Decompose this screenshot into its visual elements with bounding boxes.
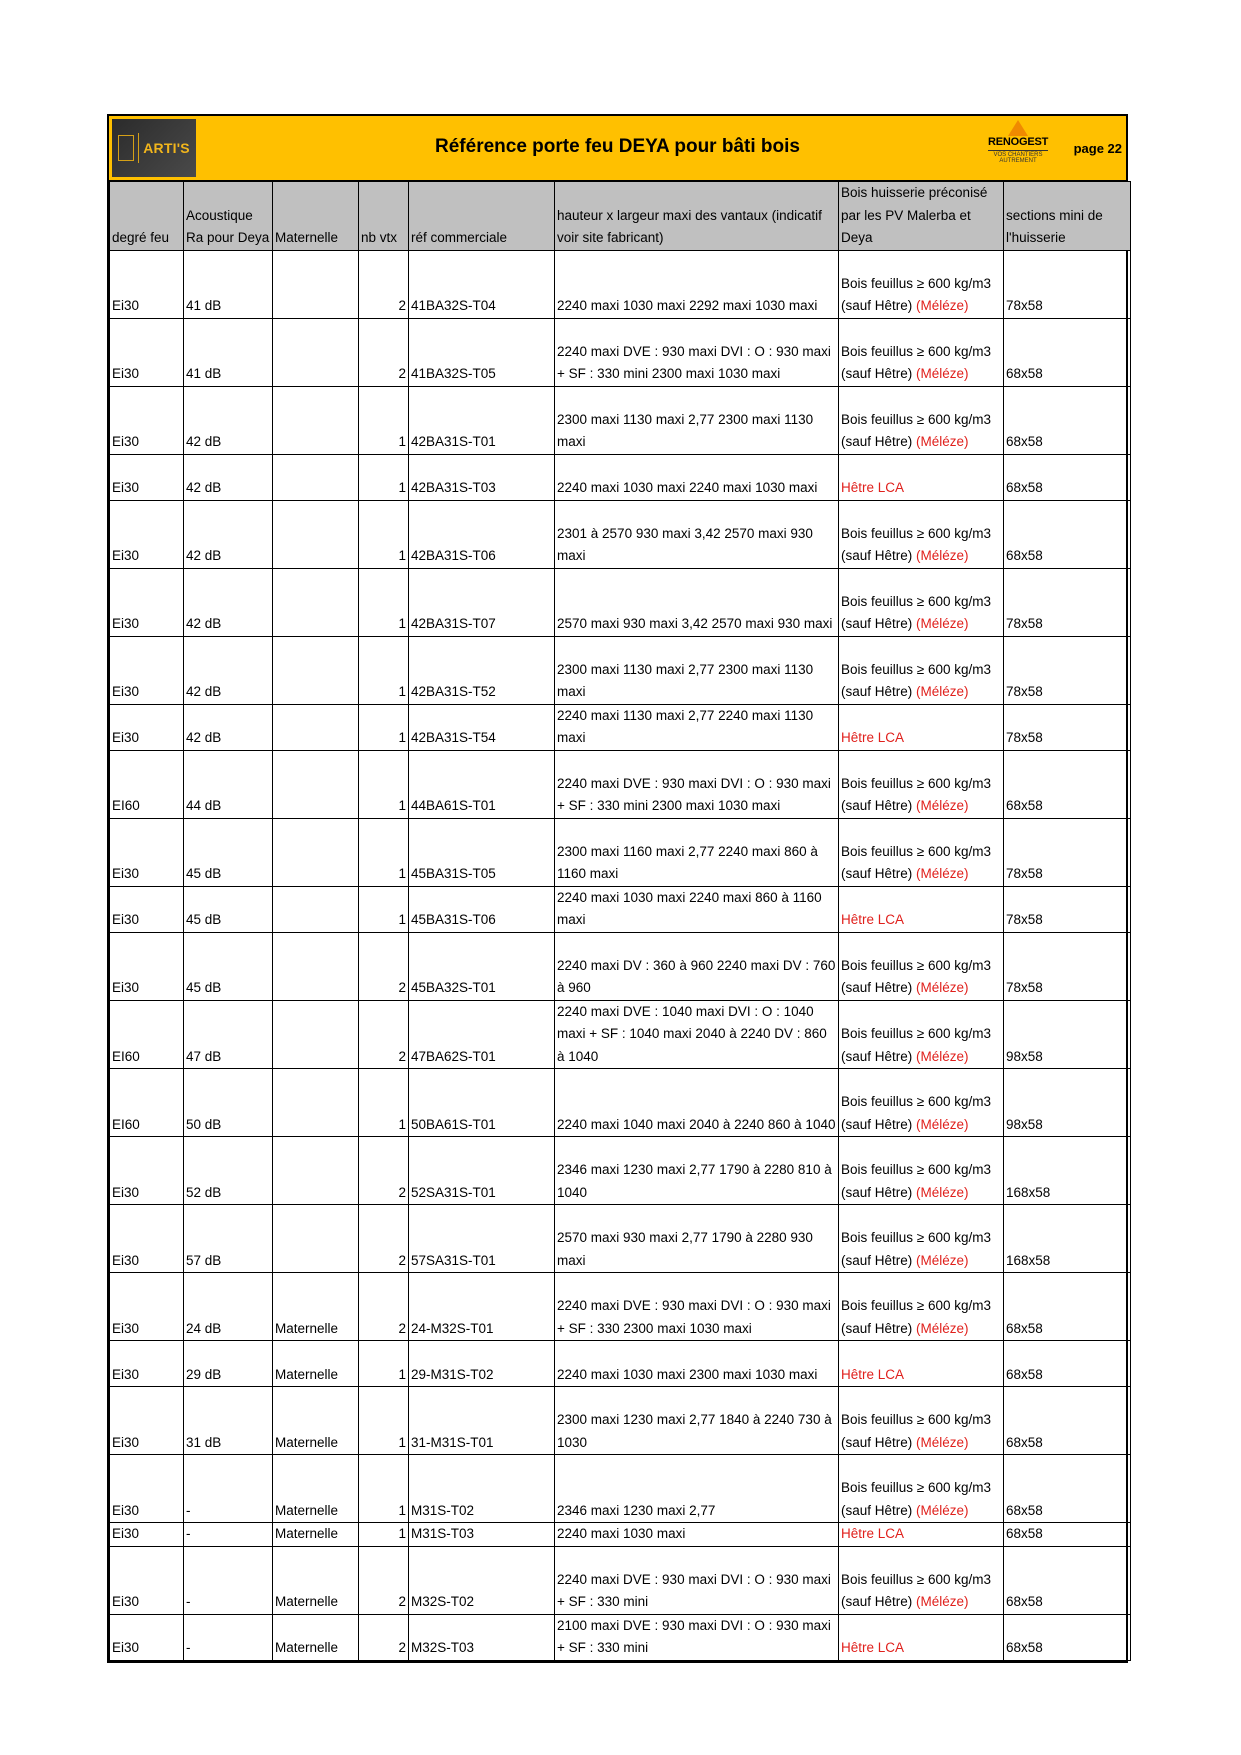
cell-ref: 52SA31S-T01	[409, 1137, 555, 1205]
cell-ref: 29-M31S-T02	[409, 1341, 555, 1387]
cell-dims: 2240 maxi 1030 maxi 2292 maxi 1030 maxi	[555, 250, 839, 318]
bois-note: (Méléze)	[916, 1434, 969, 1450]
cell-degre: Ei30	[110, 1546, 184, 1614]
cell-maternelle	[273, 500, 359, 568]
cell-nb-vtx: 2	[359, 250, 409, 318]
cell-degre: Ei30	[110, 704, 184, 750]
bois-note: (Méléze)	[916, 1252, 969, 1268]
cell-maternelle	[273, 1205, 359, 1273]
cell-ref: 50BA61S-T01	[409, 1069, 555, 1137]
cell-nb-vtx: 1	[359, 1069, 409, 1137]
cell-acoustique: 57 dB	[184, 1205, 273, 1273]
cell-maternelle	[273, 318, 359, 386]
cell-ref: 42BA31S-T07	[409, 568, 555, 636]
bois-text: Bois feuillus ≥ 600 kg/m3 (sauf Hêtre)	[841, 593, 991, 631]
cell-maternelle	[273, 454, 359, 500]
cell-section: 98x58	[1004, 1000, 1131, 1069]
cell-nb-vtx: 1	[359, 818, 409, 886]
cell-maternelle	[273, 1000, 359, 1069]
cell-degre: Ei30	[110, 1273, 184, 1341]
bois-text: Bois feuillus ≥ 600 kg/m3 (sauf Hêtre)	[841, 843, 991, 881]
cell-section: 68x58	[1004, 750, 1131, 818]
cell-degre: Ei30	[110, 1205, 184, 1273]
cell-acoustique: 31 dB	[184, 1387, 273, 1455]
cell-section: 68x58	[1004, 454, 1131, 500]
cell-nb-vtx: 1	[359, 750, 409, 818]
cell-bois	[839, 932, 1004, 1000]
bois-text: Bois feuillus ≥ 600 kg/m3 (sauf Hêtre)	[841, 1230, 991, 1268]
title-banner	[109, 116, 1126, 181]
cell-nb-vtx: 1	[359, 1387, 409, 1455]
cell-dims: 2240 maxi 1030 maxi 2300 maxi 1030 maxi	[555, 1341, 839, 1387]
bois-note: (Méléze)	[916, 1184, 969, 1200]
cell-acoustique: 41 dB	[184, 318, 273, 386]
cell-acoustique: -	[184, 1523, 273, 1547]
cell-degre: Ei30	[110, 636, 184, 704]
cell-dims: 2240 maxi 1030 maxi 2240 maxi 1030 maxi	[555, 454, 839, 500]
bois-note: (Méléze)	[916, 866, 969, 881]
table-row	[110, 1069, 1131, 1137]
bois-note: (Méléze)	[916, 798, 969, 813]
cell-acoustique: 42 dB	[184, 500, 273, 568]
cell-nb-vtx: 2	[359, 1614, 409, 1660]
renogest-tagline: VOS CHANTIERS AUTREMENT	[988, 150, 1048, 164]
cell-bois	[839, 636, 1004, 704]
cell-nb-vtx: 2	[359, 1273, 409, 1341]
cell-section: 78x58	[1004, 568, 1131, 636]
table-row	[110, 500, 1131, 568]
cell-acoustique: 44 dB	[184, 750, 273, 818]
bois-text: Bois feuillus ≥ 600 kg/m3 (sauf Hêtre)	[841, 1480, 991, 1518]
table-row	[110, 250, 1131, 318]
cell-nb-vtx: 2	[359, 1205, 409, 1273]
cell-nb-vtx: 2	[359, 1137, 409, 1205]
cell-acoustique: 45 dB	[184, 886, 273, 932]
cell-ref: 42BA31S-T01	[409, 386, 555, 454]
header-row	[110, 182, 1131, 251]
bois-note: (Méléze)	[916, 434, 969, 449]
table-row	[110, 1273, 1131, 1341]
cell-section: 78x58	[1004, 886, 1131, 932]
cell-bois	[839, 1137, 1004, 1205]
table-row	[110, 1000, 1131, 1069]
cell-dims: 2240 maxi 1130 maxi 2,77 2240 maxi 1130 maxi	[555, 704, 839, 750]
renogest-logo-text: RENOGEST	[988, 136, 1049, 148]
cell-degre: EI60	[110, 1000, 184, 1069]
bois-note: Hêtre LCA	[841, 912, 905, 927]
table-row	[110, 1614, 1131, 1660]
cell-dims: 2240 maxi DVE : 930 maxi DVI : O : 930 maxi + SF : 330 mini 2300 maxi 1030 maxi	[555, 318, 839, 386]
cell-section: 168x58	[1004, 1137, 1131, 1205]
cell-dims: 2240 maxi 1030 maxi 2240 maxi 860 à 1160 maxi	[555, 886, 839, 932]
cell-nb-vtx: 2	[359, 318, 409, 386]
bois-note: (Méléze)	[916, 1502, 969, 1518]
cell-degre: Ei30	[110, 386, 184, 454]
cell-bois	[839, 1069, 1004, 1137]
bois-text: Bois feuillus ≥ 600 kg/m3 (sauf Hêtre)	[841, 343, 991, 381]
cell-section: 78x58	[1004, 818, 1131, 886]
cell-acoustique: 24 dB	[184, 1273, 273, 1341]
cell-degre: Ei30	[110, 1614, 184, 1660]
cell-dims: 2570 maxi 930 maxi 3,42 2570 maxi 930 maxi	[555, 568, 839, 636]
cell-maternelle	[273, 886, 359, 932]
table-body	[110, 250, 1131, 1660]
cell-bois	[839, 1546, 1004, 1614]
cell-ref: 41BA32S-T05	[409, 318, 555, 386]
table-row	[110, 1523, 1131, 1547]
cell-bois	[839, 818, 1004, 886]
bois-note: (Méléze)	[916, 1320, 969, 1336]
cell-degre: Ei30	[110, 932, 184, 1000]
cell-acoustique: 45 dB	[184, 818, 273, 886]
bois-text: Bois feuillus ≥ 600 kg/m3 (sauf Hêtre)	[841, 1026, 991, 1064]
cell-ref: M32S-T02	[409, 1546, 555, 1614]
cell-maternelle: Maternelle	[273, 1455, 359, 1523]
bois-text: Bois feuillus ≥ 600 kg/m3 (sauf Hêtre)	[841, 661, 991, 699]
bois-note: (Méléze)	[916, 298, 969, 313]
cell-acoustique: 42 dB	[184, 568, 273, 636]
cell-dims: 2240 maxi 1030 maxi	[555, 1523, 839, 1547]
table-row	[110, 636, 1131, 704]
cell-degre: Ei30	[110, 318, 184, 386]
bois-text: Bois feuillus ≥ 600 kg/m3 (sauf Hêtre)	[841, 411, 991, 449]
cell-section: 78x58	[1004, 704, 1131, 750]
cell-nb-vtx: 2	[359, 932, 409, 1000]
cell-ref: 31-M31S-T01	[409, 1387, 555, 1455]
cell-dims: 2570 maxi 930 maxi 2,77 1790 à 2280 930 maxi	[555, 1205, 839, 1273]
cell-ref: M32S-T03	[409, 1614, 555, 1660]
cell-dims: 2240 maxi 1040 maxi 2040 à 2240 860 à 1040	[555, 1069, 839, 1137]
bois-text: Bois feuillus ≥ 600 kg/m3 (sauf Hêtre)	[841, 1298, 991, 1336]
cell-acoustique: 42 dB	[184, 454, 273, 500]
col-header-degre: degré feu	[110, 182, 184, 251]
cell-nb-vtx: 2	[359, 1546, 409, 1614]
cell-maternelle: Maternelle	[273, 1523, 359, 1547]
cell-maternelle	[273, 818, 359, 886]
cell-degre: EI60	[110, 750, 184, 818]
col-header-dims: hauteur x largeur maxi des vantaux (indicatif voir site fabricant)	[555, 182, 839, 251]
table-row	[110, 568, 1131, 636]
cell-section: 68x58	[1004, 1614, 1131, 1660]
cell-bois	[839, 750, 1004, 818]
cell-bois	[839, 886, 1004, 932]
cell-ref: 42BA31S-T52	[409, 636, 555, 704]
cell-section: 68x58	[1004, 1273, 1131, 1341]
bois-note: Hêtre LCA	[841, 1640, 905, 1655]
cell-maternelle	[273, 568, 359, 636]
cell-dims: 2300 maxi 1230 maxi 2,77 1840 à 2240 730 à 1030	[555, 1387, 839, 1455]
table-row	[110, 318, 1131, 386]
table-row	[110, 818, 1131, 886]
cell-section: 68x58	[1004, 1523, 1131, 1547]
cell-dims: 2240 maxi DVE : 930 maxi DVI : O : 930 maxi + SF : 330 2300 maxi 1030 maxi	[555, 1273, 839, 1341]
cell-ref: 42BA31S-T54	[409, 704, 555, 750]
cell-acoustique: 41 dB	[184, 250, 273, 318]
cell-maternelle	[273, 704, 359, 750]
cell-section: 68x58	[1004, 386, 1131, 454]
cell-degre: Ei30	[110, 886, 184, 932]
bois-note: Hêtre LCA	[841, 480, 905, 495]
cell-acoustique: 42 dB	[184, 636, 273, 704]
cell-acoustique: -	[184, 1614, 273, 1660]
cell-section: 68x58	[1004, 1546, 1131, 1614]
cell-bois	[839, 1455, 1004, 1523]
page-title: Référence porte feu DEYA pour bâti bois	[435, 136, 800, 157]
cell-dims: 2346 maxi 1230 maxi 2,77 1790 à 2280 810 à 1040	[555, 1137, 839, 1205]
cell-dims: 2240 maxi DVE : 1040 maxi DVI : O : 1040 maxi + SF : 1040 maxi 2040 à 2240 DV : 860 à 1040	[555, 1000, 839, 1069]
cell-nb-vtx: 1	[359, 568, 409, 636]
col-header-nb-vtx: nb vtx	[359, 182, 409, 251]
cell-degre: Ei30	[110, 500, 184, 568]
cell-acoustique: -	[184, 1455, 273, 1523]
cell-nb-vtx: 1	[359, 886, 409, 932]
cell-section: 168x58	[1004, 1205, 1131, 1273]
cell-section: 68x58	[1004, 1341, 1131, 1387]
bois-note: (Méléze)	[916, 980, 969, 995]
cell-ref: 45BA31S-T05	[409, 818, 555, 886]
cell-maternelle	[273, 1137, 359, 1205]
cell-bois	[839, 1000, 1004, 1069]
cell-dims: 2300 maxi 1160 maxi 2,77 2240 maxi 860 à 1160 maxi	[555, 818, 839, 886]
cell-section: 68x58	[1004, 1455, 1131, 1523]
cell-acoustique: 47 dB	[184, 1000, 273, 1069]
cell-nb-vtx: 1	[359, 500, 409, 568]
cell-ref: 45BA32S-T01	[409, 932, 555, 1000]
cell-maternelle	[273, 250, 359, 318]
col-header-acoustique: Acoustique Ra pour Deya	[184, 182, 273, 251]
cell-acoustique: 45 dB	[184, 932, 273, 1000]
cell-acoustique: 42 dB	[184, 704, 273, 750]
bois-text: Bois feuillus ≥ 600 kg/m3 (sauf Hêtre)	[841, 275, 991, 313]
document-sheet	[107, 114, 1128, 1663]
bois-note: (Méléze)	[916, 366, 969, 381]
cell-degre: Ei30	[110, 818, 184, 886]
cell-bois	[839, 454, 1004, 500]
cell-degre: Ei30	[110, 1387, 184, 1455]
bois-note: (Méléze)	[916, 1116, 969, 1132]
table-row	[110, 1205, 1131, 1273]
cell-bois	[839, 1387, 1004, 1455]
cell-dims: 2240 maxi DVE : 930 maxi DVI : O : 930 maxi + SF : 330 mini	[555, 1546, 839, 1614]
table-row	[110, 1387, 1131, 1455]
renogest-logo	[988, 120, 1048, 176]
cell-section: 78x58	[1004, 636, 1131, 704]
cell-maternelle	[273, 636, 359, 704]
cell-degre: Ei30	[110, 454, 184, 500]
cell-section: 78x58	[1004, 932, 1131, 1000]
cell-bois	[839, 386, 1004, 454]
bois-note: (Méléze)	[916, 1048, 969, 1064]
cell-maternelle: Maternelle	[273, 1546, 359, 1614]
table-row	[110, 1341, 1131, 1387]
cell-nb-vtx: 1	[359, 704, 409, 750]
table-row	[110, 704, 1131, 750]
cell-nb-vtx: 1	[359, 1523, 409, 1547]
cell-bois	[839, 1341, 1004, 1387]
cell-nb-vtx: 2	[359, 1000, 409, 1069]
table-row	[110, 932, 1131, 1000]
cell-acoustique: 50 dB	[184, 1069, 273, 1137]
cell-dims: 2240 maxi DVE : 930 maxi DVI : O : 930 maxi + SF : 330 mini 2300 maxi 1030 maxi	[555, 750, 839, 818]
col-header-ref: réf commerciale	[409, 182, 555, 251]
bois-note: Hêtre LCA	[841, 1366, 905, 1382]
cell-dims: 2301 à 2570 930 maxi 3,42 2570 maxi 930 maxi	[555, 500, 839, 568]
table-row	[110, 1455, 1131, 1523]
cell-maternelle	[273, 750, 359, 818]
cell-maternelle: Maternelle	[273, 1273, 359, 1341]
cell-nb-vtx: 1	[359, 1341, 409, 1387]
cell-dims: 2346 maxi 1230 maxi 2,77	[555, 1455, 839, 1523]
cell-bois	[839, 704, 1004, 750]
cell-degre: Ei30	[110, 1137, 184, 1205]
cell-ref: 24-M32S-T01	[409, 1273, 555, 1341]
table-row	[110, 1137, 1131, 1205]
bois-text: Bois feuillus ≥ 600 kg/m3 (sauf Hêtre)	[841, 1571, 991, 1609]
cell-ref: 41BA32S-T04	[409, 250, 555, 318]
cell-bois	[839, 318, 1004, 386]
cell-bois	[839, 568, 1004, 636]
cell-maternelle	[273, 1069, 359, 1137]
cell-maternelle: Maternelle	[273, 1387, 359, 1455]
bois-note: (Méléze)	[916, 548, 969, 563]
cell-section: 68x58	[1004, 1387, 1131, 1455]
cell-acoustique: 42 dB	[184, 386, 273, 454]
cell-acoustique: -	[184, 1546, 273, 1614]
col-header-bois: Bois huisserie préconisé par les PV Malerba et Deya	[839, 182, 1004, 251]
cell-section: 78x58	[1004, 250, 1131, 318]
cell-bois	[839, 1273, 1004, 1341]
cell-dims: 2240 maxi DV : 360 à 960 2240 maxi DV : 760 à 960	[555, 932, 839, 1000]
col-header-maternelle: Maternelle	[273, 182, 359, 251]
cell-acoustique: 29 dB	[184, 1341, 273, 1387]
table-row	[110, 454, 1131, 500]
cell-dims: 2300 maxi 1130 maxi 2,77 2300 maxi 1130 maxi	[555, 386, 839, 454]
col-header-section: sections mini de l'huisserie	[1004, 182, 1131, 251]
cell-section: 68x58	[1004, 500, 1131, 568]
cell-nb-vtx: 1	[359, 386, 409, 454]
cell-ref: 42BA31S-T03	[409, 454, 555, 500]
bois-note: (Méléze)	[916, 616, 969, 631]
fire-door-table	[109, 181, 1131, 1661]
cell-bois	[839, 250, 1004, 318]
cell-maternelle	[273, 932, 359, 1000]
cell-bois	[839, 1523, 1004, 1547]
cell-ref: 42BA31S-T06	[409, 500, 555, 568]
cell-degre: Ei30	[110, 568, 184, 636]
cell-degre: Ei30	[110, 1523, 184, 1547]
renogest-mark-icon	[1008, 120, 1028, 136]
cell-maternelle: Maternelle	[273, 1614, 359, 1660]
cell-maternelle	[273, 386, 359, 454]
cell-section: 98x58	[1004, 1069, 1131, 1137]
cell-nb-vtx: 1	[359, 1455, 409, 1523]
bois-text: Bois feuillus ≥ 600 kg/m3 (sauf Hêtre)	[841, 775, 991, 813]
cell-degre: EI60	[110, 1069, 184, 1137]
table-row	[110, 750, 1131, 818]
artis-logo-text: ARTI'S	[143, 140, 190, 156]
cell-dims: 2100 maxi DVE : 930 maxi DVI : O : 930 maxi + SF : 330 mini	[555, 1614, 839, 1660]
bois-note: Hêtre LCA	[841, 730, 905, 745]
table-row	[110, 886, 1131, 932]
cell-ref: 44BA61S-T01	[409, 750, 555, 818]
cell-degre: Ei30	[110, 250, 184, 318]
cell-nb-vtx: 1	[359, 636, 409, 704]
cell-acoustique: 52 dB	[184, 1137, 273, 1205]
cell-bois	[839, 1205, 1004, 1273]
table-row	[110, 1546, 1131, 1614]
cell-degre: Ei30	[110, 1455, 184, 1523]
bois-note: (Méléze)	[916, 1594, 969, 1609]
bois-text: Bois feuillus ≥ 600 kg/m3 (sauf Hêtre)	[841, 1162, 991, 1200]
cell-bois	[839, 500, 1004, 568]
bois-text: Bois feuillus ≥ 600 kg/m3 (sauf Hêtre)	[841, 525, 991, 563]
cell-maternelle: Maternelle	[273, 1341, 359, 1387]
bois-note: (Méléze)	[916, 684, 969, 699]
cell-ref: M31S-T02	[409, 1455, 555, 1523]
cell-ref: 45BA31S-T06	[409, 886, 555, 932]
cell-dims: 2300 maxi 1130 maxi 2,77 2300 maxi 1130 maxi	[555, 636, 839, 704]
bois-text: Bois feuillus ≥ 600 kg/m3 (sauf Hêtre)	[841, 957, 991, 995]
cell-ref: 47BA62S-T01	[409, 1000, 555, 1069]
cell-nb-vtx: 1	[359, 454, 409, 500]
bois-text: Bois feuillus ≥ 600 kg/m3 (sauf Hêtre)	[841, 1094, 991, 1132]
table-row	[110, 386, 1131, 454]
cell-section: 68x58	[1004, 318, 1131, 386]
cell-ref: M31S-T03	[409, 1523, 555, 1547]
cell-bois	[839, 1614, 1004, 1660]
cell-ref: 57SA31S-T01	[409, 1205, 555, 1273]
cell-degre: Ei30	[110, 1341, 184, 1387]
bois-note: Hêtre LCA	[841, 1526, 905, 1541]
bois-text: Bois feuillus ≥ 600 kg/m3 (sauf Hêtre)	[841, 1412, 991, 1450]
page-number: page 22	[1073, 141, 1122, 156]
